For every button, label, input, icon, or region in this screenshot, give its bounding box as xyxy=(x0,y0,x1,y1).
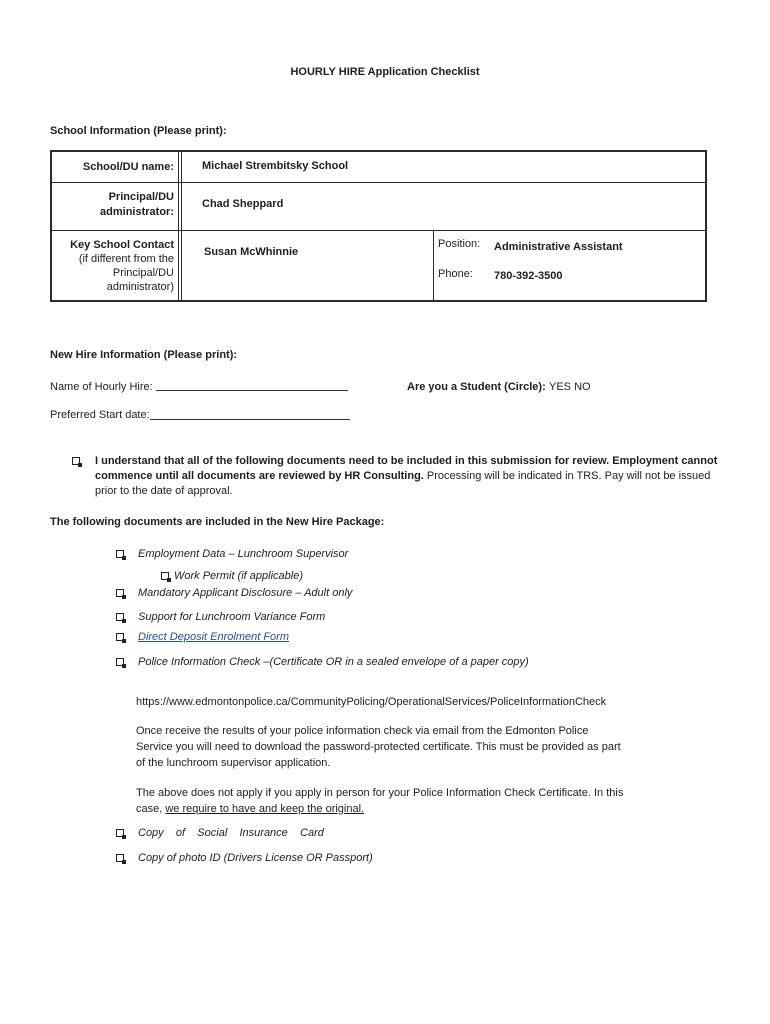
police-instructions-line3: of the lunchroom supervisor application. xyxy=(136,757,331,769)
contact-label-line3: Principal/DU xyxy=(112,267,174,279)
principal-value: Chad Sheppard xyxy=(202,198,284,210)
phone-label: Phone: xyxy=(438,268,473,280)
contact-label-line2: (if different from the xyxy=(78,253,174,265)
page-title: HOURLY HIRE Application Checklist xyxy=(290,66,480,78)
police-instructions-line1: Once receive the results of your police information check via email from the Edmonton Police xyxy=(136,725,589,737)
acknowledgement-line3: prior to the date of approval. xyxy=(95,485,233,497)
position-label: Position: xyxy=(438,238,481,250)
contact-label-line4: administrator) xyxy=(106,281,174,293)
new-hire-heading: New Hire Information (Please print): xyxy=(50,349,238,361)
start-date-label: Preferred Start date: xyxy=(50,409,150,421)
police-check-checkbox[interactable] xyxy=(116,658,124,666)
in-person-note-line2 xyxy=(136,801,364,817)
acknowledgement-line2-normal: Processing will be indicated in TRS. Pay will not be issued xyxy=(423,470,711,482)
school-info-heading: School Information (Please print): xyxy=(50,125,227,137)
direct-deposit-checkbox[interactable] xyxy=(116,633,124,641)
employment-data-item: Employment Data – Lunchroom Supervisor xyxy=(138,548,349,560)
acknowledgement-line2 xyxy=(95,469,710,484)
direct-deposit-link[interactable]: Direct Deposit Enrolment Form xyxy=(138,631,289,643)
work-permit-checkbox[interactable] xyxy=(161,572,169,580)
lunchroom-variance-checkbox[interactable] xyxy=(116,613,124,621)
police-check-item: Police Information Check –(Certificate OR in a sealed envelope of a paper copy) xyxy=(138,656,529,668)
school-info-table xyxy=(50,150,707,302)
documents-heading: The following documents are included in the New Hire Package: xyxy=(50,516,385,528)
acknowledgement-checkbox[interactable] xyxy=(72,457,80,465)
phone-value: 780-392-3500 xyxy=(494,270,563,282)
sin-card-checkbox[interactable] xyxy=(116,829,124,837)
start-date-line[interactable] xyxy=(150,419,350,420)
applicant-disclosure-item: Mandatory Applicant Disclosure – Adult only xyxy=(138,587,353,599)
hourly-hire-name-line[interactable] xyxy=(156,390,348,391)
position-value: Administrative Assistant xyxy=(494,241,623,253)
contact-value: Susan McWhinnie xyxy=(204,246,299,258)
applicant-disclosure-checkbox[interactable] xyxy=(116,589,124,597)
in-person-note-line1: The above does not apply if you apply in person for your Police Information Check Certificate. In this xyxy=(136,787,624,799)
student-label: Are you a Student (Circle): xyxy=(407,381,546,393)
school-name-value: Michael Strembitsky School xyxy=(202,160,349,172)
student-options[interactable]: YES NO xyxy=(549,381,591,393)
acknowledgement-line1: I understand that all of the following documents need to be included in this submission for review. Employment cannot xyxy=(95,455,718,467)
work-permit-item: Work Permit (if applicable) xyxy=(174,570,303,582)
hourly-hire-name-label: Name of Hourly Hire: xyxy=(50,381,153,393)
in-person-note-underlined: we require to have and keep the original. xyxy=(165,803,365,815)
principal-label-line1: Principal/DU xyxy=(108,191,174,203)
in-person-note-prefix: case, xyxy=(136,803,166,815)
sin-card-item: Copy of Social Insurance Card xyxy=(138,827,324,839)
acknowledgement-line2-bold: commence until all documents are reviewed by HR Consulting. xyxy=(95,470,424,482)
police-check-url[interactable]: https://www.edmontonpolice.ca/CommunityPolicing/OperationalServices/PoliceInformationCheck xyxy=(136,696,607,708)
contact-label-line1: Key School Contact xyxy=(70,239,174,251)
employment-data-checkbox[interactable] xyxy=(116,550,124,558)
principal-label-line2: administrator: xyxy=(100,206,174,218)
lunchroom-variance-item: Support for Lunchroom Variance Form xyxy=(138,611,326,623)
photo-id-item: Copy of photo ID (Drivers License OR Passport) xyxy=(138,852,373,864)
police-instructions-line2: Service you will need to download the password-protected certificate. This must be provided as part xyxy=(136,741,621,753)
photo-id-checkbox[interactable] xyxy=(116,854,124,862)
school-name-label: School/DU name: xyxy=(82,161,174,173)
